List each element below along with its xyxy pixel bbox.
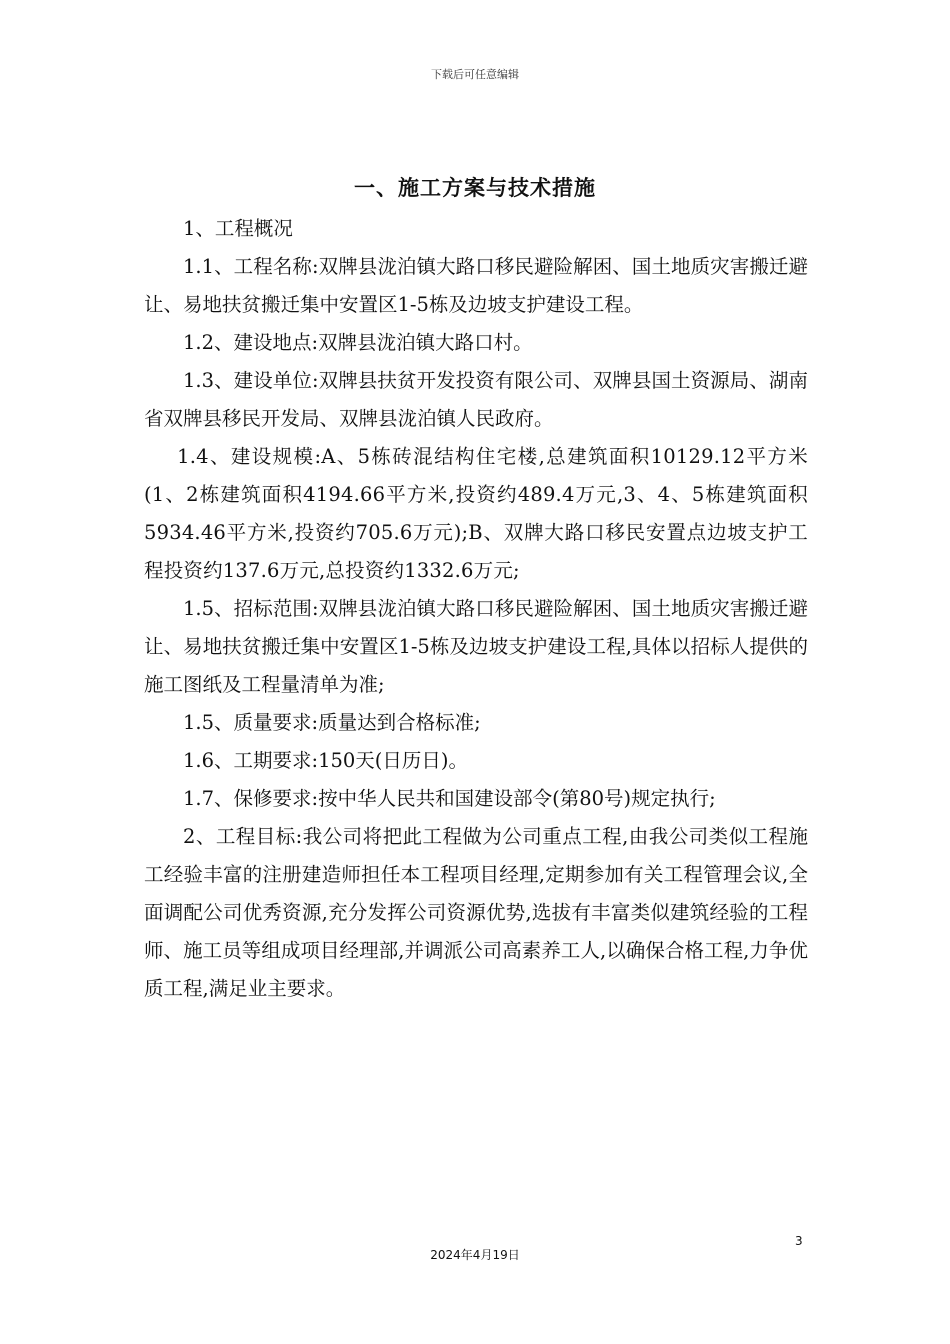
paragraph-warranty: 1.7、保修要求:按中华人民共和国建设部令(第80号)规定执行;	[183, 787, 716, 810]
section-title: 一、施工方案与技术措施	[354, 175, 596, 200]
body-content	[144, 210, 808, 1008]
paragraph-project-name: 1.1、工程名称:双牌县泷泊镇大路口移民避险解困、国土地质灾害搬迁避让、易地扶贫搬迁集中安置区1-5栋及边坡支护建设工程。	[144, 255, 808, 316]
paragraph-bid-scope: 1.5、招标范围:双牌县泷泊镇大路口移民避险解困、国土地质灾害搬迁避让、易地扶贫搬迁集中安置区1-5栋及边坡支护建设工程,具体以招标人提供的施工图纸及工程量清单为准;	[144, 597, 808, 696]
paragraph-scale: 1.4、建设规模:A、5栋砖混结构住宅楼,总建筑面积10129.12平方米(1、2栋建筑面积4194.66平方米,投资约489.4万元,3、4、5栋建筑面积5934.46平方米,投资约705.6万元);B、双牌大路口移民安置点边坡支护工程投资约137.6万元,总投资约1332.6万元;	[144, 445, 808, 582]
paragraph-goals: 2、工程目标:我公司将把此工程做为公司重点工程,由我公司类似工程施工经验丰富的注册建造师担任本工程项目经理,定期参加有关工程管理会议,全面调配公司优秀资源,充分发挥公司资源优势,选拔有丰富类似建筑经验的工程师、施工员等组成项目经理部,并调派公司高素养工人,以确保合格工程,力争优质工程,满足业主要求。	[144, 825, 808, 1000]
page-number: 3	[795, 1234, 803, 1248]
paragraph-quality: 1.5、质量要求:质量达到合格标准;	[183, 711, 481, 734]
page-header: 下载后可任意编辑	[431, 68, 519, 81]
paragraph-overview-heading: 1、工程概况	[183, 217, 293, 240]
paragraph-location: 1.2、建设地点:双牌县泷泊镇大路口村。	[183, 331, 533, 354]
footer-date: 2024年4月19日	[430, 1248, 520, 1262]
paragraph-duration: 1.6、工期要求:150天(日历日)。	[183, 749, 469, 772]
paragraph-owner: 1.3、建设单位:双牌县扶贫开发投资有限公司、双牌县国土资源局、湖南省双牌县移民开发局、双牌县泷泊镇人民政府。	[144, 369, 808, 430]
